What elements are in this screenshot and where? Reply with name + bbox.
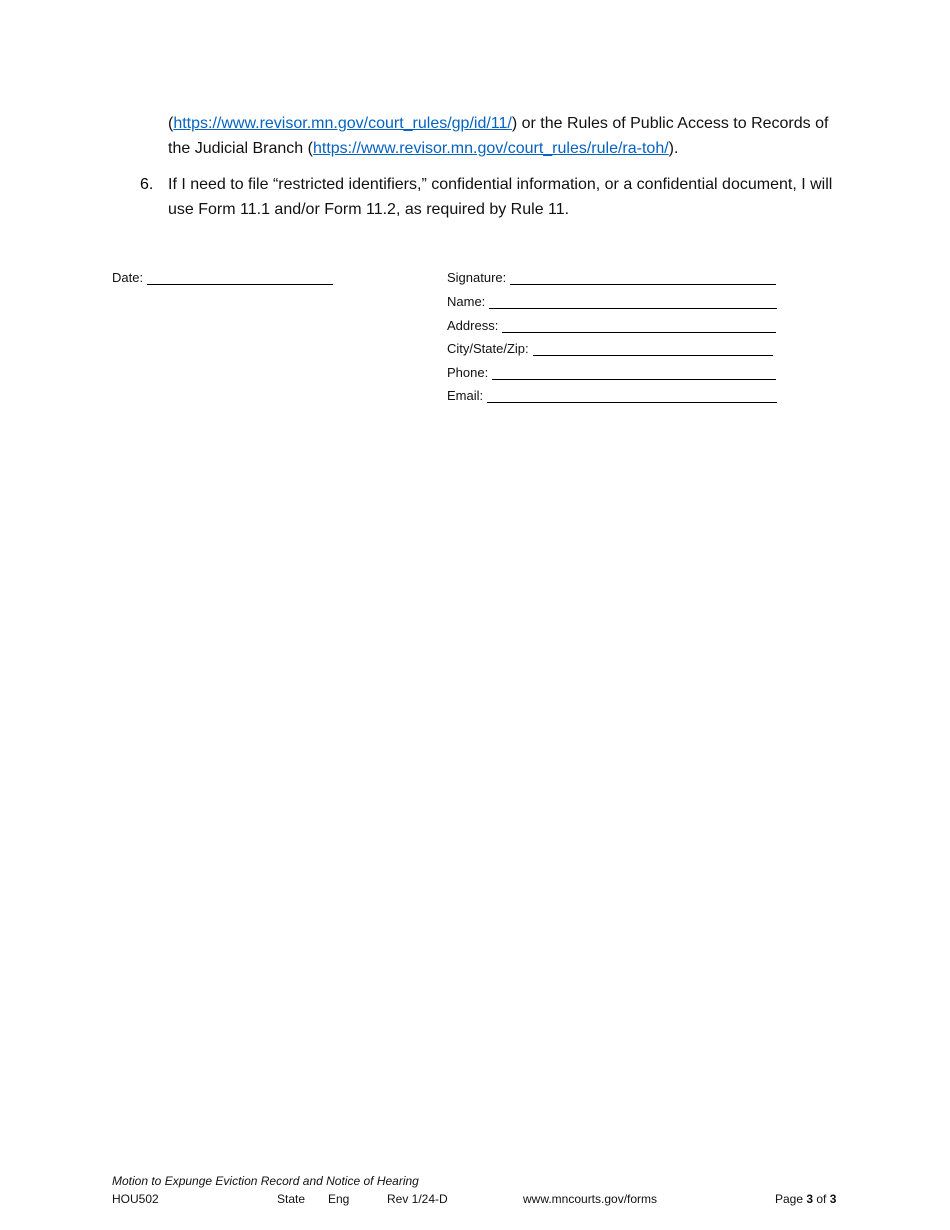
phone-field xyxy=(447,365,776,380)
page-prefix: Page xyxy=(775,1192,807,1206)
footer-revision: Rev 1/24-D xyxy=(387,1192,448,1206)
paragraph-continuation xyxy=(168,111,848,161)
footer-form-code: HOU502 xyxy=(112,1192,159,1206)
date-field xyxy=(112,270,333,285)
item-6-text: If I need to file “restricted identifiers,” confidential information, or a confidential document, I will use Form 11.1 and/or Form 11.2, as required by Rule 11. xyxy=(168,176,833,218)
address-field xyxy=(447,318,776,333)
email-input-line[interactable] xyxy=(487,388,777,403)
public-access-rules-link[interactable]: https://www.revisor.mn.gov/court_rules/rule/ra-toh/ xyxy=(312,140,669,157)
page-number: 3 xyxy=(806,1192,814,1206)
signature-label: Signature: xyxy=(447,270,507,285)
email-label: Email: xyxy=(447,388,484,403)
address-label: Address: xyxy=(447,318,499,333)
city-state-zip-input-line[interactable] xyxy=(533,341,773,356)
city-state-zip-field xyxy=(447,341,773,356)
page-of: of xyxy=(813,1192,830,1206)
date-label: Date: xyxy=(112,270,144,285)
footer-state: State xyxy=(277,1192,306,1206)
item-number: 6. xyxy=(140,176,154,193)
name-field xyxy=(447,294,777,309)
paragraph-middle-text: ) or the Rules of Public Access to Records of the Judicial Branch ( xyxy=(168,115,829,157)
signature-input-line[interactable] xyxy=(510,270,776,285)
footer-url[interactable]: www.mncourts.gov/forms xyxy=(523,1192,658,1206)
signature-field xyxy=(447,270,776,285)
footer-info-row xyxy=(112,1192,842,1208)
paragraph-close-text: ). xyxy=(668,140,679,157)
phone-input-line[interactable] xyxy=(492,365,776,380)
city-state-zip-label: City/State/Zip: xyxy=(447,341,529,356)
name-label: Name: xyxy=(447,294,486,309)
phone-label: Phone: xyxy=(447,365,489,380)
footer-form-title: Motion to Expunge Eviction Record and Notice of Hearing xyxy=(112,1174,419,1188)
general-rules-link[interactable]: https://www.revisor.mn.gov/court_rules/gp/id/11/ xyxy=(173,115,512,132)
email-field xyxy=(447,388,777,403)
footer-language: Eng xyxy=(328,1192,350,1206)
name-input-line[interactable] xyxy=(489,294,777,309)
page-total: 3 xyxy=(829,1192,837,1206)
address-input-line[interactable] xyxy=(502,318,776,333)
footer-page-indicator xyxy=(775,1192,836,1206)
open-paren: ( xyxy=(168,115,174,132)
date-input-line[interactable] xyxy=(147,270,333,285)
